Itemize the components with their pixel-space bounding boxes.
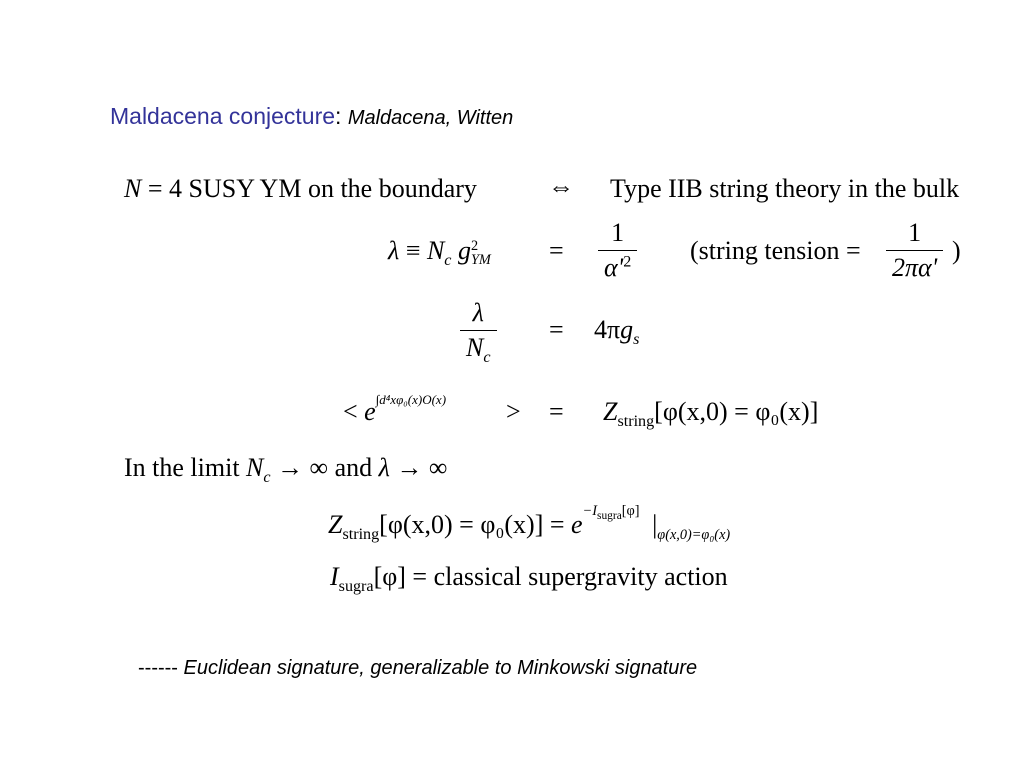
title-authors: Maldacena, Witten	[347, 107, 514, 129]
lhs-N: N	[124, 174, 142, 203]
limit-statement	[124, 453, 448, 487]
four-pi: 4π	[594, 315, 621, 344]
alpha-frac-den: α'	[604, 253, 624, 282]
string-tension-open: (string tension =	[690, 236, 861, 265]
sugra-action-definition	[330, 562, 728, 596]
title-colon: :	[335, 103, 342, 129]
sugra-action-body: [φ] = classical supergravity action	[373, 562, 728, 591]
limit-eq1-body: [φ(x,0) = φ₀(x)] =	[379, 510, 565, 539]
limit-N: N	[246, 453, 264, 482]
correspondence-rhs: Type IIB string theory in the bulk	[610, 174, 960, 203]
row4-equals: =	[549, 397, 564, 426]
lambda-symbol: λ	[388, 236, 400, 265]
equiv-symbol: ≡	[405, 236, 421, 265]
angle-open: <	[343, 397, 358, 426]
lambda-over-nc-num: λ	[460, 298, 497, 331]
correlator-lhs	[343, 391, 447, 427]
alpha-frac-num: 1	[598, 218, 637, 251]
limit-Z: Z	[328, 510, 343, 539]
lambda-over-nc	[460, 298, 497, 367]
limit-Z-sub: string	[342, 526, 380, 544]
limit-exp-e: e	[571, 510, 583, 539]
Z-symbol: Z	[603, 397, 618, 426]
lambda-over-nc-den: N	[466, 333, 484, 362]
g-s-symbol: g	[620, 315, 634, 344]
tension-frac-den: 2πα'	[892, 253, 938, 282]
g-s-subscript: s	[633, 331, 640, 349]
lambda-definition	[388, 236, 491, 270]
slide-title	[110, 103, 513, 130]
limit-exp-tail: [φ]	[621, 503, 640, 520]
lambda-over-nc-den-sub: c	[483, 349, 491, 367]
exp-integral: ∫d⁴xφ₀(x)O(x)	[375, 391, 447, 407]
I-symbol: I	[330, 562, 339, 591]
limit-text: In the limit	[124, 453, 240, 482]
limit-N-sub: c	[263, 469, 271, 487]
alpha-fraction	[598, 218, 637, 283]
Z-argument: [φ(x,0) = φ₀(x)]	[654, 397, 819, 426]
string-partition-function	[603, 397, 819, 431]
string-tension-close: )	[952, 236, 961, 265]
tension-frac-num: 1	[886, 218, 943, 251]
supergravity-relation	[328, 503, 731, 544]
exp-e: e	[364, 397, 376, 426]
g-superscript: 2	[470, 237, 479, 254]
evaluation-subscript: φ(x,0)=φ₀(x)	[657, 527, 731, 544]
evaluation-bar: |	[652, 510, 658, 539]
N-symbol: N	[426, 236, 445, 265]
title-main: Maldacena conjecture	[110, 103, 336, 129]
N-subscript: c	[444, 252, 452, 270]
footer-dashes: ------	[138, 657, 178, 679]
tension-fraction	[886, 218, 943, 283]
limit-exp-sub: sugra	[597, 510, 622, 523]
equivalence-arrow: ⇔	[548, 172, 574, 201]
footer-note	[138, 657, 697, 680]
g-symbol: g	[457, 236, 471, 265]
limit-arrow-and: → ∞ and	[277, 453, 373, 482]
correspondence-lhs	[124, 174, 477, 204]
angle-close: >	[506, 397, 521, 426]
limit-lambda: λ	[378, 453, 390, 482]
Z-subscript: string	[617, 413, 655, 431]
I-subscript: sugra	[338, 578, 374, 596]
limit-exp: −I	[582, 503, 597, 520]
coupling-rhs	[594, 315, 640, 349]
alpha-frac-den-sup: 2	[623, 253, 632, 271]
limit-arrow-inf: → ∞	[396, 453, 448, 482]
lhs-rest: = 4 SUSY YM on the boundary	[147, 174, 477, 203]
row3-equals: =	[549, 315, 564, 344]
row2-equals: =	[549, 236, 564, 265]
g-subscript: YM	[470, 252, 491, 269]
footer-text: Euclidean signature, generalizable to Minkowski signature	[183, 657, 698, 679]
